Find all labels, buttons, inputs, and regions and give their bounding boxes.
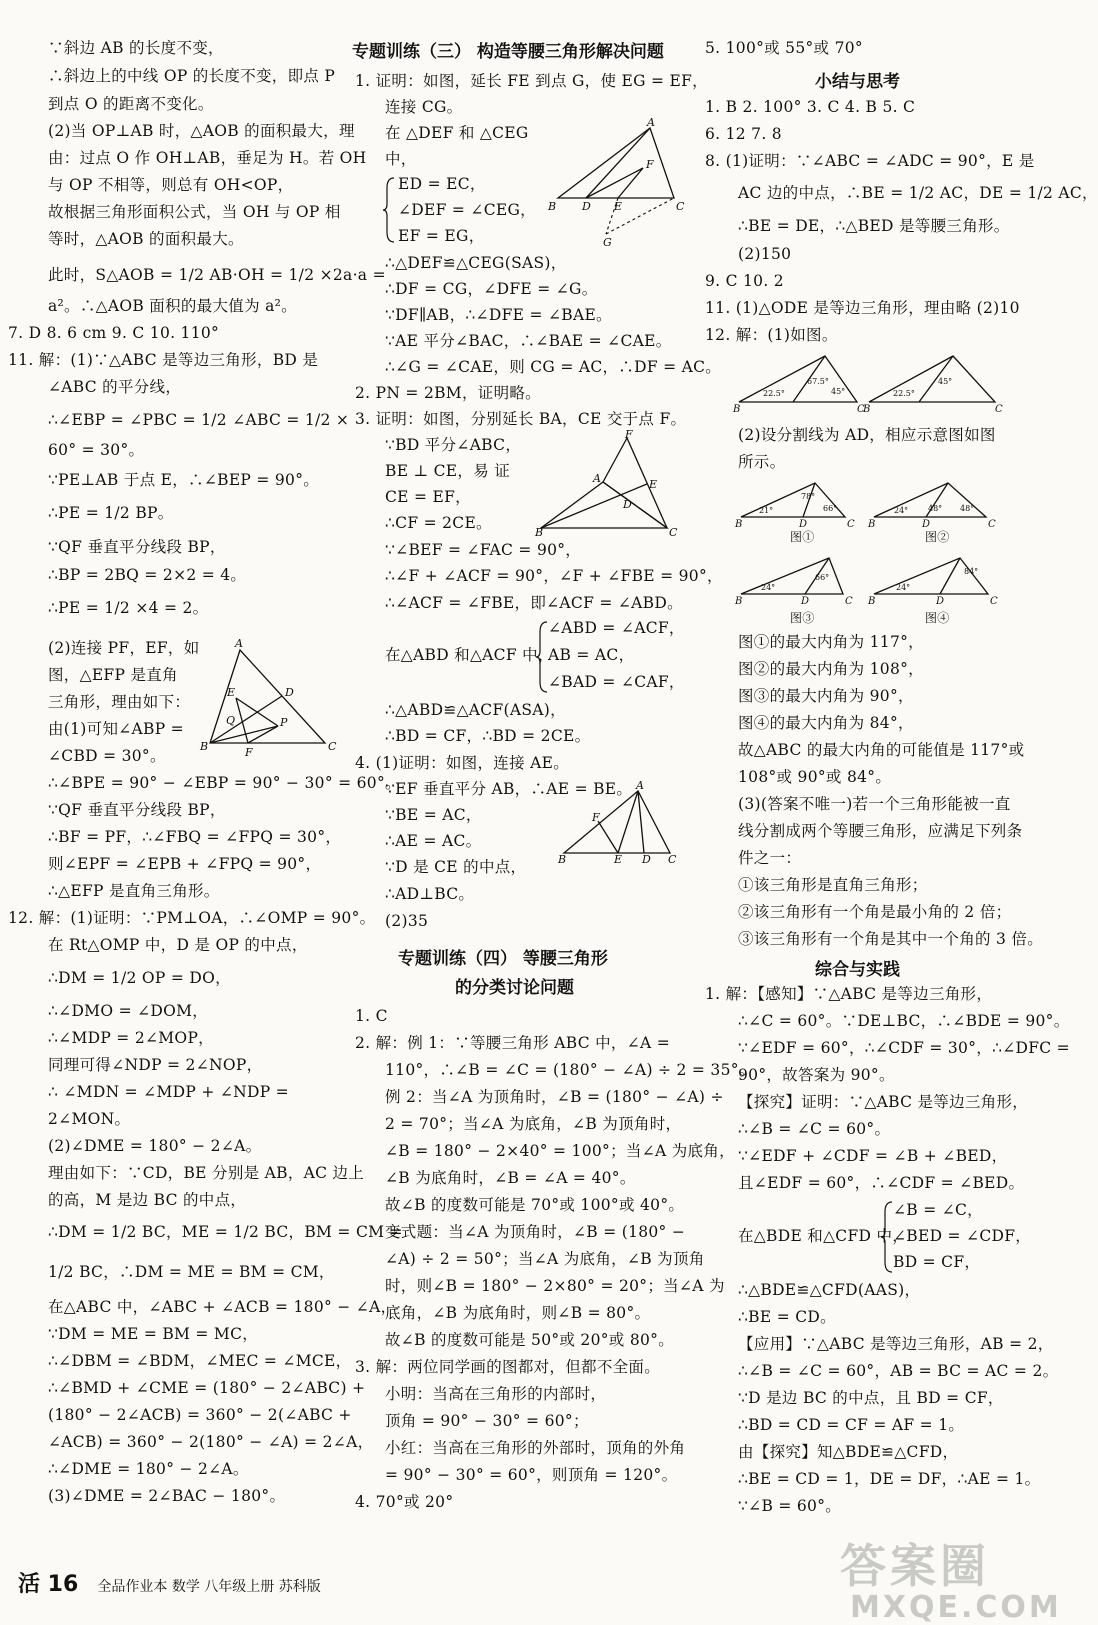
svg-text:B: B [868,596,876,607]
text-line: 图①的最大内角为 117°， [738,633,924,651]
question-4: 4. 70°或 20° [355,1493,454,1511]
text-line: 图，△EFP 是直角 [48,666,178,684]
svg-text:E: E [614,853,623,866]
text-line: ∴斜边上的中线 OP 的长度不变，即点 P [48,67,336,85]
text-line: 108°或 90°或 84°。 [738,768,892,786]
watermark [840,1530,1062,1625]
svg-text:D: D [936,596,945,607]
text-line: ∠B = ∠C， [893,1201,983,1219]
text-line: = 90° − 30° = 60°，则顶角 = 120°。 [385,1466,678,1484]
page-number: 活 16 [18,1572,79,1597]
text-line: ∠B = 180° − 2×40° = 100°；当∠A 为底角， [385,1142,735,1160]
text-line: ∴BP = 2BQ = 2×2 = 4。 [48,566,247,584]
svg-text:F: F [646,158,654,171]
watermark-url: MXQE.COM [850,1590,1062,1625]
text-line: 在△ABC 中，∠ABC + ∠ACB = 180° − ∠A， [48,1298,397,1316]
text-line: (2)150 [738,245,792,263]
text-line: 在 Rt△OMP 中，D 是 OP 的中点， [48,936,308,954]
svg-text:D: D [801,596,810,607]
svg-text:D: D [623,498,632,511]
text-line: 在△ABD 和△ACF 中， [385,646,554,664]
text-line: 时，则∠B = 180° − 2×80° = 20°；当∠A 为 [385,1277,725,1295]
text-line: ∠B 为底角时，∠B = ∠A = 40°。 [385,1169,636,1187]
svg-text:B: B [535,526,544,539]
svg-text:C: C [988,519,996,530]
text-line: 图④的最大内角为 84°， [738,714,914,732]
text-line: 故∠B 的度数可能是 70°或 100°或 40°。 [385,1196,685,1214]
text-line: ED = EC， [398,175,486,193]
text-line: ∴∠G = ∠CAE，则 CG = AC，∴DF = AC。 [385,358,722,376]
svg-text:B: B [733,404,741,415]
text-line: 的高，M 是边 BC 的中点， [48,1191,247,1209]
question-12: 12. 解：(1)如图。 [705,326,838,344]
text-line: 同理可得∠NDP = 2∠NOP， [48,1056,263,1074]
text-line: 所示。 [738,453,786,471]
question-2: 2. 解：例 1：∵等腰三角形 ABC 中，∠A = [355,1034,670,1052]
svg-text:G: G [603,236,612,249]
text-line: ∵∠EDF = 60°，∴∠CDF = 30°，∴∠DFC = [738,1039,1070,1057]
svg-text:C: C [669,526,678,539]
svg-text:C: C [995,404,1003,415]
text-line: 三角形，理由如下： [48,693,191,711]
svg-text:P: P [280,716,288,729]
svg-text:E: E [649,478,658,491]
text-line: ∴∠DMO = ∠DOM， [48,1002,209,1020]
text-line: AB = AC， [548,646,635,664]
text-line: ∵DM = ME = BM = MC， [48,1325,259,1343]
text-line: 顶角 = 90° − 30° = 60°； [385,1412,589,1430]
text-line: 90°，故答案为 90°。 [738,1066,895,1084]
svg-text:C: C [668,853,677,866]
svg-text:B: B [200,740,209,753]
text-line: ∴∠B = ∠C = 60°，AB = BC = AC = 2。 [738,1362,1059,1380]
text-line: ∴△BDE≌△CFD(AAS)， [738,1281,921,1299]
text-line: ∵AE 平分∠BAC，∴∠BAE = ∠CAE。 [385,332,672,350]
svg-text:F: F [592,811,600,824]
text-line: ∴AE = AC。 [385,832,482,850]
page-footer [18,1567,321,1598]
text-line: ∵∠EDF + ∠CDF = ∠B + ∠BED， [738,1147,1008,1165]
text-line: ∵EF 垂直平分 AB，∴AE = BE。 [385,780,633,798]
section-title-summary: 小结与思考 [815,72,900,92]
text-line: 110°，∴∠B = ∠C = (180° − ∠A) ÷ 2 = 35°。 [385,1061,755,1079]
svg-text:E: E [614,200,623,213]
text-line: 图②的最大内角为 108°， [738,660,924,678]
text-line: AC 边的中点，∴BE = 1/2 AC，DE = 1/2 AC， [738,184,1098,202]
text-line: ∴△ABD≌△ACF(ASA)， [385,701,566,719]
text-line: ∴∠B = ∠C = 60°。 [738,1120,891,1138]
figure-4-label: 图④ [925,611,950,625]
text-line: ∴∠BMD + ∠CME = (180° − 2∠ABC) + [48,1379,366,1397]
text-line: (2)35 [385,912,429,930]
text-line: ∵QF 垂直平分线段 BP， [48,801,226,819]
text-line: 底角，∠B 为底角时，则∠B = 80°。 [385,1304,651,1322]
svg-text:A: A [647,116,655,129]
figure-q1 [548,118,688,250]
question-1: 1. C [355,1007,388,1025]
text-line: 在△BDE 和△CFD 中， [738,1227,909,1245]
text-line: ∵DF∥AB，∴∠DFE = ∠BAE。 [385,306,612,324]
text-line: 例 2：当∠A 为顶角时，∠B = (180° − ∠A) ÷ [385,1088,724,1106]
question-5: 5. 100°或 55°或 70° [705,39,863,57]
svg-text:45°: 45° [831,387,846,396]
text-line: ∴BE = DE，∴△BED 是等腰三角形。 [738,217,1010,235]
text-line: ∵∠BEF = ∠FAC = 90°， [385,541,582,559]
text-line: 由【探究】知△BDE≌△CFD， [738,1443,959,1461]
svg-text:24°: 24° [894,506,909,515]
text-line: ∴∠F + ∠ACF = 90°，∠F + ∠FBE = 90°， [385,567,723,585]
svg-text:F: F [625,428,633,441]
text-line: 则∠EPF = ∠EPB + ∠FPQ = 90°， [48,855,322,873]
text-line: ∠BED = ∠CDF， [893,1227,1032,1245]
text-line: BE ⊥ CE，易 证 [385,462,511,480]
text-line: ∠A) ÷ 2 = 50°；当∠A 为底角，∠B 为顶角 [385,1250,705,1268]
question-11: 11. (1)△ODE 是等边三角形，理由略 (2)10 [705,299,1020,317]
text-line: 小明：当高在三角形的内部时， [385,1385,607,1403]
text-line: 在 △DEF 和 △CEG [385,124,529,142]
text-line: ∵D 是 CE 的中点， [385,858,527,876]
text-line: 变式题：当∠A 为顶角时，∠B = (180° − [385,1223,686,1241]
text-line: (2)∠DME = 180° − 2∠A。 [48,1137,262,1155]
text-line: ∵PE⊥AB 于点 E，∴∠BEP = 90°。 [48,471,320,489]
svg-text:C: C [845,596,853,607]
text-line: ∴△EFP 是直角三角形。 [48,882,220,900]
figure-q12-part1 [733,350,1003,418]
question-1: 1. 证明：如图，延长 FE 到点 G，使 EG = EF， [355,72,708,90]
text-line: ∠DEF = ∠CEG， [398,201,536,219]
figure-2-label: 图② [925,530,950,544]
text-line: ∴BE = CD = 1，DE = DF，∴AE = 1。 [738,1470,1041,1488]
svg-text:C: C [857,404,865,415]
svg-text:45°: 45° [938,377,953,386]
svg-text:B: B [558,853,567,866]
svg-text:E: E [227,686,236,699]
text-line: ∠ABD = ∠ACF， [548,619,685,637]
text-line: ∴BF = PF，∴∠FBQ = ∠FPQ = 30°， [48,828,342,846]
text-line: 1/2 BC，∴DM = ME = BM = CM， [48,1263,335,1281]
brace [880,1200,894,1274]
text-line: ②该三角形有一个角是最小角的 2 倍； [738,903,1012,921]
text-line: ∴∠MDP = 2∠MOP， [48,1029,214,1047]
text-line: 图③的最大内角为 90°， [738,687,914,705]
question-3: 3. 解：两位同学画的图都对，但都不全面。 [355,1358,661,1376]
text-line: ∴PE = 1/2 BP。 [48,504,174,522]
svg-text:48°: 48° [928,504,943,513]
text-line: (180° − 2∠ACB) = 360° − 2(∠ABC + [48,1406,352,1424]
svg-text:A: A [636,779,644,792]
text-line: 小红：当高在三角形的外部时，顶角的外角 [385,1439,686,1457]
brace [535,620,549,694]
text-line: ∵∠B = 60°。 [738,1497,842,1515]
text-line: 由(1)可知∠ABP = [48,720,184,738]
text-line: a²。∴△AOB 面积的最大值为 a²。 [48,297,297,315]
section-title-3: 专题训练（三） 构造等腰三角形解决问题 [352,42,664,62]
text-line: 2∠MON。 [48,1110,131,1128]
svg-text:24°: 24° [761,583,776,592]
text-line: CE = EF， [385,488,471,506]
text-line: ∴DF = CG，∠DFE = ∠G。 [385,280,598,298]
text-line: (3)∠DME = 2∠BAC − 180°。 [48,1487,286,1505]
text-line: ∴∠ACF = ∠FBE，即∠ACF = ∠ABD。 [385,594,683,612]
svg-text:B: B [548,200,557,213]
svg-text:66°: 66° [815,573,830,582]
text-line: 与 OP 不相等，则总有 OH<OP， [48,176,294,194]
svg-text:22.5°: 22.5° [763,389,785,398]
svg-text:C: C [676,200,685,213]
svg-text:Q: Q [226,714,236,727]
svg-text:B: B [735,596,743,607]
svg-text:22.5°: 22.5° [893,389,915,398]
answer-line: 6. 12 7. 8 [705,125,782,143]
book-title: 全品作业本 数学 八年级上册 苏科版 [97,1579,321,1595]
svg-text:48°: 48° [960,504,975,513]
svg-text:66°: 66° [823,504,838,513]
question-11: 11. 解：(1)∵△ABC 是等边三角形，BD 是 [8,351,319,369]
svg-text:D: D [922,519,931,530]
text-line: ①该三角形是直角三角形； [738,876,928,894]
question-4: 4. (1)证明：如图，连接 AE。 [355,754,570,772]
text-line: ∴ ∠MDN = ∠MDP + ∠NDP = [48,1083,289,1101]
text-line: ∴DM = 1/2 BC，ME = 1/2 BC，BM = CM = [48,1223,403,1241]
text-line: 理由如下：∵CD，BE 分别是 AB，AC 边上 [48,1164,365,1182]
text-line: 故△ABC 的最大内角的可能值是 117°或 [738,741,1025,759]
figure-1-label: 图① [790,530,815,544]
text-line: ∴CF = 2CE。 [385,514,492,532]
svg-text:D: D [799,519,808,530]
text-line: 故根据三角形面积公式，当 OH 与 OP 相 [48,203,341,221]
text-line: 到点 O 的距离不变化。 [48,95,214,113]
question-1: 1. 解：【感知】∵△ABC 是等边三角形， [705,985,993,1003]
figure-q3 [535,428,685,540]
answer-line: 9. C 10. 2 [705,272,784,290]
svg-text:84°: 84° [964,567,979,576]
question-2: 2. PN = 2BM，证明略。 [355,384,541,402]
text-line: ∴AD⊥BC。 [385,885,475,903]
section-title-4b: 的分类讨论问题 [455,978,574,998]
text-line: ∴△DEF≌△CEG(SAS)， [385,254,567,272]
text-line: (2)当 OP⊥AB 时，△AOB 的面积最大，理 [48,122,355,140]
question-12: 12. 解：(1)证明：∵PM⊥OA，∴∠OMP = 90°。 [8,909,376,927]
text-line: ∴∠EBP = ∠PBC = 1/2 ∠ABC = 1/2 × [48,411,350,429]
svg-text:67.5°: 67.5° [807,377,829,386]
section-title-4a: 专题训练（四） 等腰三角形 [398,949,608,969]
text-line: 2 = 70°；当∠A 为底角，∠B 为顶角时， [385,1115,682,1133]
svg-text:A: A [235,637,243,650]
text-line: ∴∠DBM = ∠BDM，∠MEC = ∠MCE， [48,1352,352,1370]
svg-text:C: C [990,596,998,607]
text-line: 【探究】证明：∵△ABC 是等边三角形， [738,1093,1029,1111]
text-line: 此时，S△AOB = 1/2 AB·OH = 1/2 ×2a·a = [48,266,386,284]
text-line: ∴∠BPE = 90° − ∠EBP = 90° − 30° = 60°。 [48,774,401,792]
svg-text:21°: 21° [759,506,774,515]
text-line: (2)连接 PF，EF，如 [48,639,200,657]
text-line: ∵D 是边 BC 的中点，且 BD = CF， [738,1389,1004,1407]
text-line: ∠CBD = 30°。 [48,747,166,765]
figure-3-label: 图③ [790,611,815,625]
svg-text:B: B [868,519,876,530]
watermark-text: 答案圈 [840,1539,990,1593]
text-line: (2)设分割线为 AD，相应示意图如图 [738,426,996,444]
svg-text:C: C [847,519,855,530]
text-line: ∴∠C = 60°。∵DE⊥BC，∴∠BDE = 90°。 [738,1012,1070,1030]
text-line: (3)(答案不唯一)若一个三角形能被一直 [738,795,1011,813]
svg-text:24°: 24° [896,583,911,592]
text-line: ∴PE = 1/2 ×4 = 2。 [48,599,209,617]
svg-text:D: D [582,200,591,213]
text-line: 等时，△AOB 的面积最大。 [48,230,244,248]
svg-text:B: B [863,404,871,415]
text-line: ∴BE = CD。 [738,1308,836,1326]
text-line: ∴∠DME = 180° − 2∠A。 [48,1460,249,1478]
text-line: ∵斜边 AB 的长度不变， [48,39,224,57]
svg-text:F: F [245,746,253,759]
svg-text:C: C [328,740,337,753]
brace [382,176,396,244]
text-line: ∠BAD = ∠CAF， [548,673,685,691]
text-line: 且∠EDF = 60°，∴∠CDF = ∠BED。 [738,1174,1025,1192]
text-line: ∴BD = CF，∴BD = 2CE。 [385,727,591,745]
question-8: 8. (1)证明：∵∠ABC = ∠ADC = 90°，E 是 [705,152,1035,170]
text-line: 件之一： [738,849,802,867]
text-line: BD = CF， [893,1253,981,1271]
svg-text:D: D [285,686,294,699]
text-line: 故∠B 的度数可能是 50°或 20°或 80°。 [385,1331,675,1349]
text-line: ∴DM = 1/2 OP = DO， [48,969,231,987]
text-line: EF = EG， [398,227,485,245]
text-line: ∠ABC 的平分线， [48,378,182,396]
text-line: ∴BD = CD = CF = AF = 1。 [738,1416,965,1434]
svg-text:78°: 78° [801,492,816,501]
text-line: ∵QF 垂直平分线段 BP， [48,538,226,556]
figure-triangle-efp [200,638,340,758]
text-line: 由：过点 O 作 OH⊥AB，垂足为 H。若 OH [48,149,367,167]
svg-text:D: D [642,853,651,866]
figure-q4 [558,779,688,866]
text-line: ∵BE = AC， [385,806,482,824]
text-line: ∠ACB) = 360° − 2(180° − ∠A) = 2∠A， [48,1433,374,1451]
text-line: 连接 CG。 [385,98,463,116]
text-line: 60° = 30°。 [48,441,145,459]
text-line: ③该三角形有一个角是其中一个角的 3 倍。 [738,930,1044,948]
section-title-practice: 综合与实践 [815,960,900,980]
text-line: 中， [385,150,417,168]
question-3: 3. 证明：如图，分别延长 BA，CE 交于点 F。 [355,410,687,428]
text-line: 线分割成两个等腰三角形，应满足下列条 [738,822,1023,840]
answer-line: 7. D 8. 6 cm 9. C 10. 110° [8,324,220,342]
answer-line: 1. B 2. 100° 3. C 4. B 5. C [705,98,916,116]
text-line: 【应用】∵△ABC 是等边三角形，AB = 2， [738,1335,1054,1353]
svg-text:A: A [593,472,601,485]
svg-text:B: B [735,519,743,530]
text-line: ∵BD 平分∠ABC， [385,436,522,454]
